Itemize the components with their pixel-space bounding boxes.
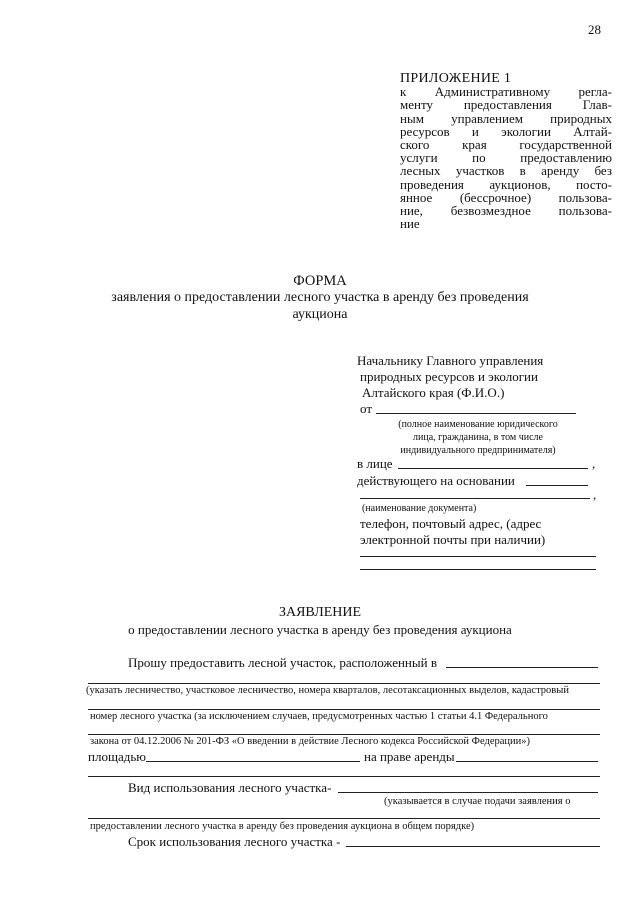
doc-note: (наименование документа) [362, 503, 477, 514]
from-note-line: лица, гражданина, в том числе [413, 432, 543, 443]
contact-field-line [360, 569, 596, 570]
appendix-line: услуги по предоставлению [400, 150, 612, 166]
usage-note-2: предоставлении лесного участка в аренду без проведения аукциона в общем порядке) [90, 821, 475, 832]
appendix-line: проведения аукционов, посто- [400, 176, 612, 192]
appendix-line: янное (бессрочное) пользова- [400, 189, 612, 205]
addressee-line-1: Начальнику Главного управления [357, 353, 544, 368]
note-field-line [88, 734, 600, 735]
from-field-line [376, 413, 576, 414]
term-field-line [346, 846, 600, 847]
request-field-line [446, 667, 598, 668]
contact-field-line [360, 556, 596, 557]
appendix-line: ным управлением природных [400, 110, 612, 126]
in-person-field-line [398, 468, 588, 469]
usage-label: Вид использования лесного участка- [128, 780, 332, 795]
in-person-label: в лице [357, 456, 393, 471]
request-field-line [88, 683, 600, 684]
contact-line-1: телефон, почтовый адрес, (адрес [360, 516, 542, 531]
appendix-heading: ПРИЛОЖЕНИЕ 1 [400, 71, 512, 86]
area-label: площадью [88, 749, 146, 764]
acting-field-line [526, 485, 588, 486]
from-note [398, 418, 558, 457]
comma: , [593, 487, 597, 502]
note-line-2: номер лесного участка (за исключением случаев, предусмотренных частью 1 статьи 4.1 Федерального [90, 711, 548, 722]
usage-field-line [88, 818, 600, 819]
area-field-line [146, 761, 360, 762]
acting-label: действующего на основании [357, 473, 515, 488]
lease-label: на праве аренды [364, 749, 455, 764]
lease-field-line [456, 761, 598, 762]
appendix-line: к Административному регла- [400, 84, 612, 100]
from-note-line: индивидуального предпринимателя) [400, 445, 556, 456]
appendix-line: ресурсов и экологии Алтай- [400, 123, 612, 139]
comma: , [592, 456, 596, 471]
appendix-line: ние, безвозмездное пользова- [400, 203, 612, 219]
from-note-line: (полное наименование юридического [398, 419, 558, 430]
appendix-line: ние [400, 216, 420, 232]
addressee-line-2: природных ресурсов и экологии [360, 369, 538, 384]
form-title: ФОРМА [293, 273, 347, 289]
note-line-1: (указать лесничество, участковое лесничество, номера кварталов, лесотаксационных выделов, кадастровый [86, 685, 569, 696]
usage-note-1: (указывается в случае подачи заявления о [384, 796, 571, 807]
basis-field-line [360, 498, 590, 499]
term-label: Срок использования лесного участка - [128, 834, 341, 849]
appendix-text [400, 85, 612, 230]
page-number: 28 [588, 22, 601, 37]
contact-line-2: электронной почты при наличии) [360, 532, 546, 547]
addressee-line-3: Алтайского края (Ф.И.О.) [362, 385, 505, 400]
usage-field-line [338, 792, 598, 793]
note-line-3: закона от 04.12.2006 № 201-ФЗ «О введении в действие Лесного кодекса Российской Федерации») [90, 736, 530, 747]
statement-title: ЗАЯВЛЕНИЕ [278, 605, 362, 620]
appendix-line: лесных участков в аренду без [400, 163, 612, 179]
statement-subtitle: о предоставлении лесного участка в аренду без проведения аукциона [128, 622, 512, 637]
lease-field-line [88, 776, 600, 777]
appendix-block [400, 72, 612, 230]
form-subtitle-line: заявления о предоставлении лесного участка в аренду без проведения [111, 290, 529, 305]
form-subtitle [0, 289, 640, 323]
appendix-line: менту предоставления Глав- [400, 97, 612, 113]
form-subtitle-line: аукциона [292, 307, 348, 322]
appendix-line: ского края государственной [400, 137, 612, 153]
note-field-line [88, 709, 600, 710]
from-label: от [360, 401, 373, 416]
request-text: Прошу предоставить лесной участок, расположенный в [128, 655, 437, 670]
